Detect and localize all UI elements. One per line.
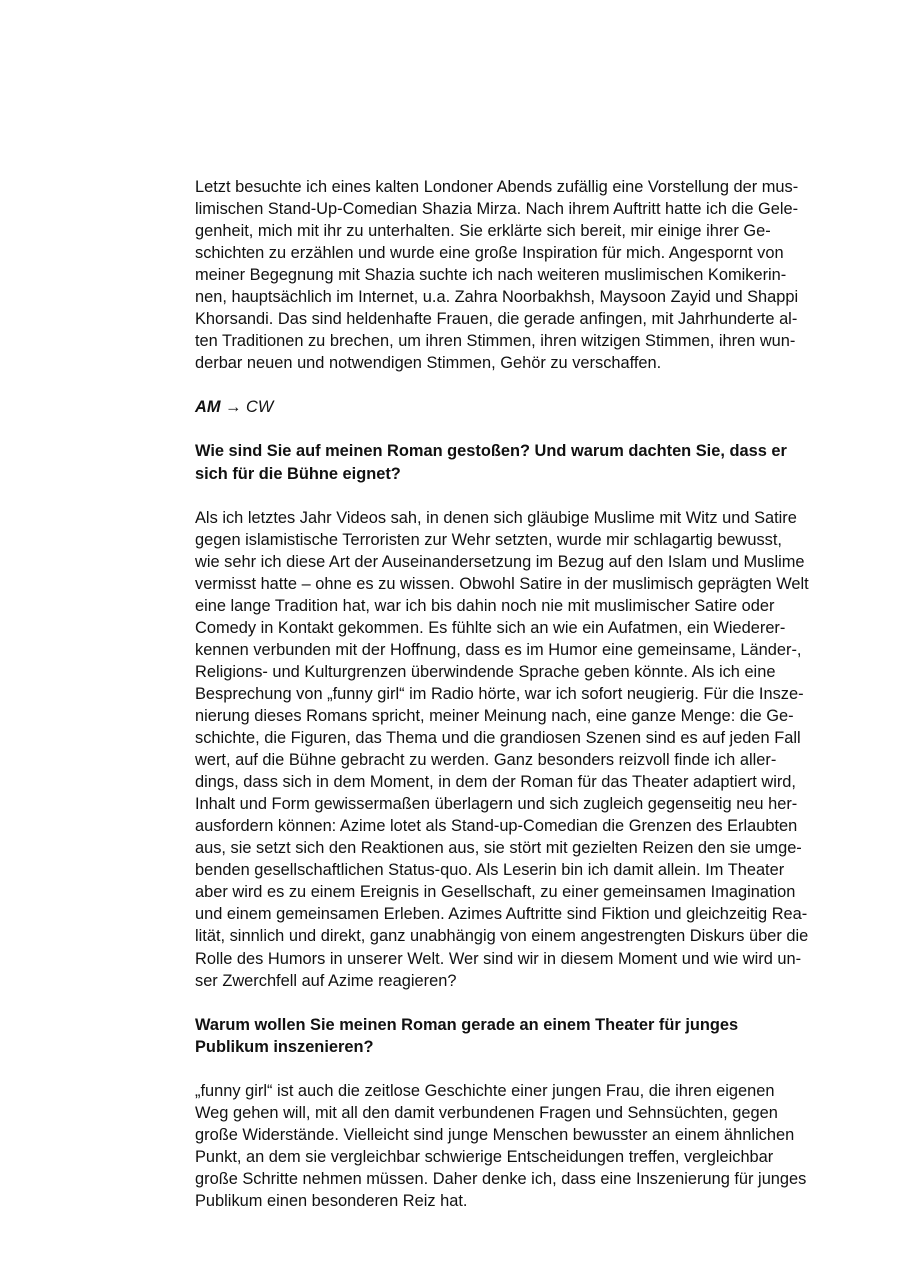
arrow-right-icon: → [225,398,242,417]
intro-paragraph: Letzt besuchte ich eines kalten Londoner Abends zufällig eine Vorstellung der mus- limischen Stand-Up-Comedian Shazia Mirza. Nach ihrem Auftritt hatte ich die Gele- genheit, mich mit ihr zu unterhalten. Sie erklärte sich bereit, mir einige ihrer Ge- schichten zu erzählen und wurde eine große Inspiration für mich. Angespornt von meiner Begegnung mit Shazia suchte ich nach weiteren muslimischen Komikerin- nen, hauptsächlich im Internet, u.a. Zahra Noorbakhsh, Maysoon Zayid und Shappi Khorsandi. Das sind heldenhafte Frauen, die gerade anfingen, mit Jahrhunderte al- ten Traditionen zu brechen, um ihren Stimmen, ihren witzigen Stimmen, ihren wun- derbar neuen und notwendigen Stimmen, Gehör zu verschaffen. [195,178,799,373]
speaker-to: CW [246,398,274,417]
document-body [195,176,825,1212]
answer-2: „funny girl“ ist auch die zeitlose Geschichte einer jungen Frau, die ihren eigenen Weg gehen will, mit all den damit verbundenen Fragen und Sehnsüchten, gegen große Widerstände. Vielleicht sind junge Menschen bewusster an einem ähnlichen Punkt, an dem sie vergleichbar schwierige Entscheidungen treffen, vergleichbar große Schritte nehmen müssen. Daher denke ich, dass eine Inszenierung für junges Publikum einen besonderen Reiz hat. [195,1081,807,1210]
question-1: Wie sind Sie auf meinen Roman gestoßen? Und warum dachten Sie, dass er sich für die Bühne eignet? [195,442,787,483]
speaker-from: AM [195,398,221,417]
speaker-marker [195,396,825,418]
answer-1: Als ich letztes Jahr Videos sah, in denen sich gläubige Muslime mit Witz und Satire gegen islamistische Terroristen zur Wehr setzten, wurde mir schlagartig bewusst, wie sehr ich diese Art der Auseinandersetzung im Bezug auf den Islam und Muslime vermisst hatte – ohne es zu wissen. Obwohl Satire in der muslimisch geprägten Welt eine lange Tradition hat, war ich bis dahin noch nie mit muslimischer Satire oder Comedy in Kontakt gekommen. Es fühlte sich an wie ein Aufatmen, ein Wiederer- kennen verbunden mit der Hoffnung, dass es im Humor eine gemeinsame, Länder-, Religions- und Kulturgrenzen überwindende Sprache geben könnte. Als ich eine Besprechung von „funny girl“ im Radio hörte, war ich sofort neugierig. Für die Insze- nierung dieses Romans spricht, meiner Meinung nach, eine ganze Menge: die Ge- schichte, die Figuren, das Thema und die grandiosen Szenen sind es auf jeden Fall wert, auf die Bühne gebracht zu werden. Ganz besonders reizvoll finde ich aller- dings, dass sich in dem Moment, in dem der Roman für das Theater adaptiert wird, Inhalt und Form gewissermaßen überlagern und sich zugleich gegenseitig neu her- ausfordern können: Azime lotet als Stand-up-Comedian die Grenzen des Erlaubten aus, sie setzt sich den Reaktionen aus, sie stört mit gezielten Reizen den sie umge- benden gesellschaftlichen Status-quo. Als Leserin bin ich damit allein. Im Theater aber wird es zu einem Ereignis in Gesellschaft, zu einer gemeinsamen Imagination und einem gemeinsamen Erleben. Azimes Auftritte sind Fiktion und gleichzeitig Rea- lität, sinnlich und direkt, ganz unabhängig von einem angestrengten Diskurs über die Rolle des Humors in unserer Welt. Wer sind wir in diesem Moment und wie wird un- ser Zwerchfell auf Azime reagieren? [195,508,809,990]
question-2: Warum wollen Sie meinen Roman gerade an einem Theater für junges Publikum inszenieren? [195,1015,739,1056]
